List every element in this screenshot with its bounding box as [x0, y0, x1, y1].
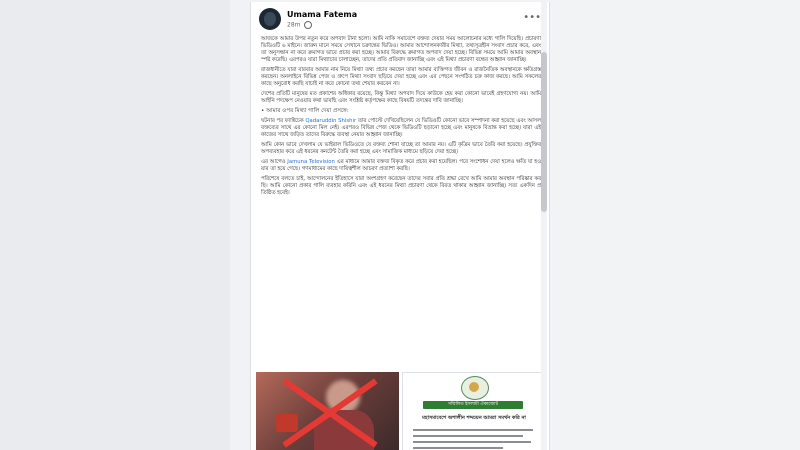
link-1-prefix: ঘটনার পর ফ্যাক্টচেক — [261, 118, 306, 124]
post-paragraph-4: আমি কোন ভাবে দেখলাম যে ভাইরাল ভিডিওতে যে বক্তব্য শোনা যাচ্ছে তা আমার নয়। এটি কৃত্রিম ভাবে তৈরি করা হয়েছে। প্রযুক্তির অপব্যবহার করে এই ধরনের কনটেন্ট তৈরি করা হচ্ছে এবং সামাজিক মাধ্যমে ছড়িয়ে দেয়া হচ্ছে। — [261, 142, 541, 155]
post-paragraph-3: দেশের প্রতিটি মানুষের মত প্রকাশের অধিকার রয়েছে, কিন্তু মিথ্যা অপবাদ দিয়ে কাউকে হেয় করা কোনো ভাবেই গ্রহণযোগ্য নয়। আমি আইনি পদক্ষেপ নেওয়ার কথা ভাবছি এবং সংশ্লিষ্ট কর্তৃপক্ষের কাছে বিষয়টি তদন্তের দাবি জানাচ্ছি। — [261, 91, 541, 104]
post-header — [259, 8, 543, 32]
document-text-line — [413, 429, 533, 431]
post-meta — [287, 21, 312, 29]
post-paragraph-2: রাজধানীতে যারা বারবার আমার নাম নিয়ে মিথ্যা তথ্য প্রচার করছেন তারা আমার ব্যক্তিগত জীবন ও রাজনৈতিক অবস্থানকে ক্ষতিগ্রস্ত করছেন। অনলাইনে বিভিন্ন পেজ ও গ্রুপে মিথ্যা সংবাদ ছড়িয়ে দেয়া হচ্ছে এবং এর পেছনে সংগঠিত চক্র কাজ করছে। আমি সকলের কাছে অনুরোধ করছি যাচাই না করে কোনো তথ্য শেয়ার করবেন না। — [261, 67, 541, 87]
link-2-prefix: এর আগেও — [261, 159, 288, 165]
document-title: মহাসমাবেশে অশালীন শব্দচয়ন আমরা সমর্থন করি না — [422, 415, 526, 421]
post-paragraph-5: পরিশেষে বলতে চাই, আন্দোলনের ইতিহাসে যারা অংশগ্রহণ করেছেন তাদের সবার প্রতি শ্রদ্ধা রেখে আমি আমার অবস্থান পরিষ্কার করছি। আমি কোনো প্রকার গালি ব্যবহার করিনি এবং এই ধরনের মিথ্যা প্রচারণা থেকে বিরত থাকার আহ্বান জানাচ্ছি। সত্য একদিন প্রতিষ্ঠিত হবেই। — [261, 176, 541, 196]
more-options-icon[interactable]: ••• — [523, 12, 541, 23]
globe-icon — [304, 21, 312, 29]
author-name[interactable]: Umama Fatema — [287, 10, 358, 19]
document-text-line — [413, 447, 503, 449]
document-text-line — [413, 441, 531, 443]
post-paragraph-link-1 — [261, 118, 541, 139]
document-org-name: সম্মিলিত ইসলামী ঐক্যজোট — [448, 402, 498, 407]
link-1-suffix: তার পোস্টে দেখিয়েছিলেন যে ভিডিওটি কোনো ভাবে সম্পাদনা করা হয়েছে এবং আসল বক্তব্যের সাথে এর কোনো মিল নেই। এরপরও বিভিন্ন পেজ থেকে ভিডিওটি ছড়ানো হচ্ছে এবং মানুষকে বিভ্রান্ত করা হচ্ছে। যারা এই কাজের সাথে জড়িত তাদের বিরুদ্ধে ব্যবস্থা নেয়ার আহ্বান জানাচ্ছি। — [261, 118, 541, 138]
mention-link-2[interactable]: Jamuna Television — [287, 159, 335, 165]
post-photo-crossed[interactable] — [256, 372, 399, 450]
document-org-banner — [423, 401, 523, 409]
post-body — [261, 36, 541, 200]
post-photo-document[interactable] — [402, 372, 544, 450]
post-paragraph-link-2 — [261, 159, 541, 173]
post-paragraph-1: আজকে আমার উপর নতুন করে অপবাদ টানা হলো। আমি নাকি সমাবেশে বক্তব্য দেয়ার সময় আলোচনার মধ্যে গালি দিয়েছি। প্রচারণা ভিডিওটি ৬ মাইনে। জারুন মানে সময়ে সেখানে চক্রান্তের ভিডিও। আমার আন্দোলনকারীর মিথ্যা, তথ্যসূত্রহীন সংবাদ প্রচার করে, এবং তা অনুসন্ধান না করে ক্রমাগত ভাবে প্রচার করা হচ্ছে। আমার বিরুদ্ধে ক্রমাগত অপবাদ দেয়া হচ্ছে। বিভিন্ন সময়ে আমি আমার অবস্থান স্পষ্ট করেছি। এরপরও যারা মিথ্যাচার চালাচ্ছেন, তাদের প্রতি প্রতিবাদ জানাচ্ছি এবং এই মিথ্যা প্রচারণা বন্ধের আহ্বান জানাচ্ছি। — [261, 36, 541, 63]
organization-seal-icon — [461, 376, 489, 400]
document-text-line — [413, 435, 523, 437]
right-background-panel — [548, 0, 800, 450]
link-2-suffix: এর মাধ্যমে আমার বক্তব্য বিকৃত করে প্রচার করা হয়েছিল। পরে সংশোধন দেয়া হলেও ক্ষতি যা হওয়ার তা হয়ে গেছে। গণমাধ্যমের কাছে দায়িত্বশীল আচরণ প্রত্যাশা করছি। — [261, 159, 541, 172]
post-time[interactable]: 28m — [287, 21, 301, 29]
left-background-panel — [0, 0, 230, 450]
mention-link-1[interactable]: Qadaruddin Shishir — [305, 118, 357, 124]
scrollbar-thumb[interactable] — [541, 52, 547, 212]
author-avatar[interactable] — [259, 8, 281, 30]
post-bullet-heading: • আমার ওপর মিথ্যা গালি দেয়া প্রসঙ্গে: — [261, 108, 349, 114]
facebook-post-card — [250, 2, 550, 450]
post-images — [256, 372, 544, 450]
